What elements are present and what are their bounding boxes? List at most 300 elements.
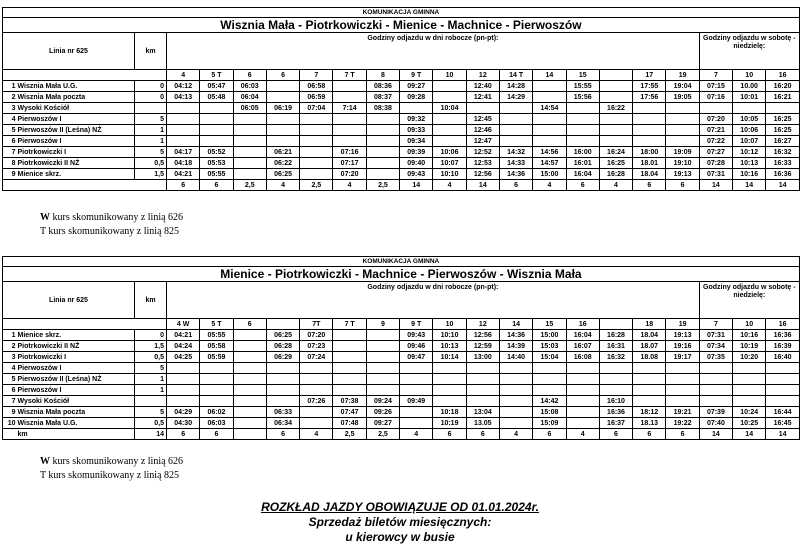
stop-name: Mienice skrz.: [17, 330, 135, 341]
departure-time: 19:22: [666, 418, 699, 429]
departure-time: 04:30: [167, 418, 200, 429]
course-number: 9: [366, 319, 399, 330]
stop-number: 5: [3, 374, 17, 385]
departure-time: 14:39: [499, 341, 532, 352]
departure-time: 07:16: [699, 92, 732, 103]
course-number: 7 T: [333, 70, 366, 81]
departure-time: [300, 407, 333, 418]
km-row-blank: [3, 180, 167, 191]
departure-time: [499, 136, 532, 147]
stop-name: Pierwoszów I: [17, 385, 135, 396]
course-km-total: 6: [633, 429, 666, 440]
departure-time: 10:18: [433, 407, 466, 418]
departure-time: 09:43: [400, 330, 433, 341]
course-number: 16: [766, 319, 800, 330]
stop-name: Piotrkowiczki I: [17, 147, 135, 158]
stop-row: [3, 125, 800, 136]
departure-time: [333, 385, 366, 396]
departure-time: [666, 385, 699, 396]
stop-number: 6: [3, 385, 17, 396]
stop-name: Pierwoszów I: [17, 363, 135, 374]
course-km-total: 4: [599, 180, 632, 191]
departure-time: [566, 418, 599, 429]
departure-time: [233, 169, 266, 180]
departure-time: [566, 125, 599, 136]
course-km-total: 4: [333, 180, 366, 191]
course-km-total: 14: [733, 429, 766, 440]
departure-time: [766, 103, 800, 114]
departure-time: 15:08: [533, 407, 566, 418]
departure-time: 18.13: [633, 418, 666, 429]
departure-time: 15:03: [533, 341, 566, 352]
departure-time: 7:14: [333, 103, 366, 114]
departure-time: 15:55: [566, 81, 599, 92]
line-number-label: Linia nr 625: [3, 33, 135, 70]
departure-time: 16:01: [566, 158, 599, 169]
stop-name: Pierwoszów I: [17, 136, 135, 147]
departure-time: [300, 125, 333, 136]
departure-time: 14:54: [533, 103, 566, 114]
departure-time: 10:13: [433, 341, 466, 352]
departure-time: [733, 374, 766, 385]
departure-time: 17:55: [633, 81, 666, 92]
departure-time: 09:40: [400, 158, 433, 169]
stop-row: [3, 352, 800, 363]
departure-time: [333, 125, 366, 136]
departure-time: 10:05: [733, 114, 766, 125]
course-number: 14 T: [499, 70, 532, 81]
departure-time: 16:36: [766, 330, 800, 341]
departure-time: 16:04: [566, 169, 599, 180]
stop-number: 4: [3, 114, 17, 125]
course-number: 19: [666, 319, 699, 330]
course-km-total: 6: [200, 429, 233, 440]
departure-time: [400, 407, 433, 418]
departure-time: [233, 158, 266, 169]
departure-time: 19:16: [666, 341, 699, 352]
timetable-outbound: [2, 7, 800, 191]
departure-time: 10:16: [733, 330, 766, 341]
departure-time: [366, 158, 399, 169]
course-km-total: 14: [400, 180, 433, 191]
departure-time: 10:01: [733, 92, 766, 103]
departure-time: 06:58: [300, 81, 333, 92]
stop-row: [3, 396, 800, 407]
course-km-total: 2,5: [333, 429, 366, 440]
departure-time: [300, 418, 333, 429]
stop-row: [3, 169, 800, 180]
departure-time: 12:56: [466, 169, 499, 180]
weekday-departures-header: Godziny odjazdu w dni robocze (pn-pt):: [167, 33, 700, 70]
course-number: 10: [733, 70, 766, 81]
departure-time: [566, 363, 599, 374]
departure-time: [233, 363, 266, 374]
departure-time: 07:26: [300, 396, 333, 407]
stop-number: 6: [3, 136, 17, 147]
ticket-sales-info: u kierowcy w busie: [345, 530, 455, 544]
departure-time: 16:21: [766, 92, 800, 103]
stop-name: Wisznia Mała U.G.: [17, 418, 135, 429]
course-km-total: 14: [733, 180, 766, 191]
stop-row: [3, 158, 800, 169]
stop-name: Wysoki Kościół: [17, 396, 135, 407]
departure-time: [333, 341, 366, 352]
departure-time: 16:24: [599, 147, 632, 158]
departure-time: [167, 136, 200, 147]
departure-time: [400, 385, 433, 396]
stop-km: 5: [135, 407, 167, 418]
departure-time: 05:48: [200, 92, 233, 103]
departure-time: [300, 169, 333, 180]
stop-km: 5: [135, 147, 167, 158]
departure-time: 06:22: [266, 158, 299, 169]
departure-time: [200, 114, 233, 125]
km-row-blank: [3, 429, 17, 440]
departure-time: [533, 363, 566, 374]
departure-time: [200, 125, 233, 136]
departure-time: [566, 385, 599, 396]
departure-time: 12:40: [466, 81, 499, 92]
departure-time: 07:48: [333, 418, 366, 429]
departure-time: [566, 407, 599, 418]
departure-time: 07:38: [333, 396, 366, 407]
stop-number: 5: [3, 125, 17, 136]
course-km-total: 2,5: [366, 429, 399, 440]
departure-time: [433, 114, 466, 125]
departure-time: 12:56: [466, 330, 499, 341]
note-w-text: kurs skomunikowany z linią 626: [50, 456, 184, 467]
departure-time: [200, 374, 233, 385]
departure-time: 10:19: [733, 341, 766, 352]
departure-time: [499, 125, 532, 136]
departure-time: 16:22: [599, 103, 632, 114]
departure-time: 10:12: [733, 147, 766, 158]
departure-time: [366, 169, 399, 180]
departure-time: [233, 352, 266, 363]
departure-time: 14:33: [499, 158, 532, 169]
departure-time: 04:29: [167, 407, 200, 418]
departure-time: 16:33: [766, 158, 800, 169]
course-header-blank: [3, 70, 167, 81]
departure-time: [433, 125, 466, 136]
course-km-total: 6: [599, 429, 632, 440]
km-header: km: [135, 33, 167, 70]
departure-time: 06:03: [200, 418, 233, 429]
departure-time: 16:32: [766, 147, 800, 158]
departure-time: 16:32: [599, 352, 632, 363]
departure-time: [167, 114, 200, 125]
stop-row: [3, 374, 800, 385]
departure-time: 14:36: [499, 330, 532, 341]
departure-time: [366, 341, 399, 352]
course-number: 14: [533, 70, 566, 81]
stop-number: 3: [3, 352, 17, 363]
stop-row: [3, 418, 800, 429]
departure-time: [666, 374, 699, 385]
weekday-departures-header: Godziny odjazdu w dni robocze (pn-pt):: [167, 282, 700, 319]
departure-time: 16:08: [566, 352, 599, 363]
organizer-header: KOMUNIKACJA GMINNA: [3, 8, 800, 18]
course-km-total: 4: [566, 429, 599, 440]
departure-time: 19:10: [666, 158, 699, 169]
departure-time: [466, 385, 499, 396]
departure-time: [433, 136, 466, 147]
course-km-total: 6: [167, 180, 200, 191]
course-km-total: 6: [566, 180, 599, 191]
course-number: 4 W: [167, 319, 200, 330]
footer-notice: [0, 500, 800, 545]
departure-time: 07:35: [699, 352, 732, 363]
departure-time: 07:17: [333, 158, 366, 169]
departure-time: [466, 363, 499, 374]
course-number: 7: [300, 70, 333, 81]
departure-time: 09:32: [400, 114, 433, 125]
departure-time: 07:39: [699, 407, 732, 418]
stop-name: Piotrkowiczki I: [17, 352, 135, 363]
course-km-total: 4: [300, 429, 333, 440]
departure-time: [566, 396, 599, 407]
course-header-blank: [3, 319, 167, 330]
stop-row: [3, 92, 800, 103]
departure-time: [499, 418, 532, 429]
departure-time: 06:19: [266, 103, 299, 114]
departure-time: 07:16: [333, 147, 366, 158]
departure-time: [466, 396, 499, 407]
stop-number: 9: [3, 407, 17, 418]
departure-time: 06:29: [266, 352, 299, 363]
stop-row: [3, 81, 800, 92]
departure-time: [300, 158, 333, 169]
departure-time: 14:56: [533, 147, 566, 158]
departure-time: [633, 396, 666, 407]
departure-time: [533, 385, 566, 396]
departure-time: 05:59: [200, 352, 233, 363]
course-number: 16: [766, 70, 800, 81]
departure-time: 04:12: [167, 81, 200, 92]
note-w-letter: W: [40, 212, 50, 223]
departure-time: 16:00: [566, 147, 599, 158]
departure-time: 07:20: [699, 114, 732, 125]
departure-time: 08:38: [366, 103, 399, 114]
departure-time: 16:25: [766, 114, 800, 125]
departure-time: [333, 81, 366, 92]
departure-time: [233, 407, 266, 418]
departure-time: [200, 136, 233, 147]
departure-time: 10:19: [433, 418, 466, 429]
departure-time: 07:21: [699, 125, 732, 136]
km-header: km: [135, 282, 167, 319]
stop-name: Mienice skrz.: [17, 169, 135, 180]
course-km-total: 14: [466, 180, 499, 191]
course-number: 7: [699, 70, 732, 81]
stop-name: Pierwoszów II (Leśna) NŻ: [17, 374, 135, 385]
departure-time: [366, 330, 399, 341]
departure-time: [766, 385, 800, 396]
stop-km: 0: [135, 92, 167, 103]
course-km-total: 6: [433, 429, 466, 440]
departure-time: [433, 374, 466, 385]
departure-time: [366, 385, 399, 396]
departure-time: [200, 385, 233, 396]
course-km-total: 4: [400, 429, 433, 440]
departure-time: [366, 125, 399, 136]
departure-time: 04:18: [167, 158, 200, 169]
course-number: 10: [433, 319, 466, 330]
departure-time: [499, 396, 532, 407]
departure-time: [599, 374, 632, 385]
departure-time: 05:55: [200, 330, 233, 341]
departure-time: 07:20: [300, 330, 333, 341]
departure-time: 19:09: [666, 147, 699, 158]
course-number: 15: [566, 70, 599, 81]
departure-time: [266, 136, 299, 147]
departure-time: [499, 363, 532, 374]
departure-time: [533, 114, 566, 125]
stop-km: 1: [135, 385, 167, 396]
departure-time: 09:39: [400, 147, 433, 158]
departure-time: 18:00: [633, 147, 666, 158]
course-km-total: 6: [466, 429, 499, 440]
departure-time: 08:37: [366, 92, 399, 103]
stop-row: [3, 147, 800, 158]
departure-time: 07:23: [300, 341, 333, 352]
course-km-total: 14: [699, 429, 732, 440]
weekend-departures-header: Godziny odjazdu w sobotę - niedzielę:: [699, 282, 799, 319]
departure-time: 12:52: [466, 147, 499, 158]
departure-time: 12:53: [466, 158, 499, 169]
departure-time: [699, 374, 732, 385]
departure-time: 06:34: [266, 418, 299, 429]
departure-time: [766, 374, 800, 385]
note-w-letter: W: [40, 456, 50, 467]
departure-time: 04:17: [167, 147, 200, 158]
departure-time: 19:17: [666, 352, 699, 363]
departure-time: 09:28: [400, 92, 433, 103]
departure-time: [599, 81, 632, 92]
departure-time: [333, 114, 366, 125]
departure-time: [233, 147, 266, 158]
course-km-total: 6: [266, 429, 299, 440]
departure-time: 16:36: [766, 169, 800, 180]
departure-time: [167, 125, 200, 136]
departure-time: [733, 385, 766, 396]
departure-time: 10:24: [733, 407, 766, 418]
departure-time: [499, 103, 532, 114]
departure-time: [566, 374, 599, 385]
departure-time: 06:25: [266, 330, 299, 341]
departure-time: 09:27: [366, 418, 399, 429]
departure-time: 09:43: [400, 169, 433, 180]
course-km-total: 6: [533, 429, 566, 440]
stop-row: [3, 341, 800, 352]
course-km-total: 6: [200, 180, 233, 191]
stop-number: 1: [3, 330, 17, 341]
stop-km: 1: [135, 125, 167, 136]
departure-time: [566, 136, 599, 147]
departure-time: 14:42: [533, 396, 566, 407]
departure-time: [533, 81, 566, 92]
departure-time: 10:10: [433, 330, 466, 341]
departure-time: 16:25: [766, 125, 800, 136]
note-t-text: T kurs skomunikowany z linią 825: [40, 226, 179, 237]
departure-time: 07:47: [333, 407, 366, 418]
stop-km: [135, 396, 167, 407]
stop-row: [3, 363, 800, 374]
departure-time: [433, 92, 466, 103]
course-number: 7T: [300, 319, 333, 330]
departure-time: 10:16: [733, 169, 766, 180]
departure-time: 18.07: [633, 341, 666, 352]
departure-time: [333, 363, 366, 374]
departure-time: 10:07: [433, 158, 466, 169]
departure-time: 15:00: [533, 169, 566, 180]
stop-km: [135, 103, 167, 114]
departure-time: 14:40: [499, 352, 532, 363]
course-number: 17: [633, 70, 666, 81]
departure-time: 19:13: [666, 330, 699, 341]
weekend-departures-header: Godziny odjazdu w sobotę - niedzielę:: [699, 33, 799, 70]
departure-time: [266, 396, 299, 407]
stop-number: 1: [3, 81, 17, 92]
departure-time: [633, 136, 666, 147]
departure-time: 06:03: [233, 81, 266, 92]
stop-number: 4: [3, 363, 17, 374]
departure-time: [499, 407, 532, 418]
departure-time: 15:56: [566, 92, 599, 103]
departure-time: 07:27: [699, 147, 732, 158]
departure-time: [200, 363, 233, 374]
departure-time: [167, 374, 200, 385]
route-title: Mienice - Piotrkowiczki - Machnice - Pierwoszów - Wisznia Mała: [3, 267, 800, 282]
departure-time: 04:13: [167, 92, 200, 103]
departure-time: 04:25: [167, 352, 200, 363]
departure-time: [666, 136, 699, 147]
departure-time: [366, 147, 399, 158]
departure-time: [566, 114, 599, 125]
departure-time: [599, 363, 632, 374]
stop-km: 1: [135, 374, 167, 385]
course-km-total: 6: [666, 180, 699, 191]
course-km-total: 6: [666, 429, 699, 440]
departure-time: 09:34: [400, 136, 433, 147]
departure-time: 10:06: [733, 125, 766, 136]
departure-time: [366, 114, 399, 125]
departure-time: [666, 114, 699, 125]
departure-time: 19:21: [666, 407, 699, 418]
departure-time: [599, 136, 632, 147]
departure-time: 04:21: [167, 169, 200, 180]
departure-time: 19:13: [666, 169, 699, 180]
course-number: 7 T: [333, 319, 366, 330]
stop-km: 0,5: [135, 352, 167, 363]
departure-time: 16:28: [599, 330, 632, 341]
departure-time: [366, 363, 399, 374]
course-number: 15: [533, 319, 566, 330]
departure-time: 16:10: [599, 396, 632, 407]
departure-time: 18.04: [633, 169, 666, 180]
departure-time: 18.08: [633, 352, 666, 363]
stop-km: 1,5: [135, 169, 167, 180]
stop-number: 2: [3, 341, 17, 352]
departure-time: 07:15: [699, 81, 732, 92]
departure-time: [333, 352, 366, 363]
departure-time: [300, 374, 333, 385]
stop-km: 1: [135, 136, 167, 147]
course-km-total: 2,5: [233, 180, 266, 191]
departure-time: 12:59: [466, 341, 499, 352]
departure-time: 07:22: [699, 136, 732, 147]
departure-time: [599, 125, 632, 136]
